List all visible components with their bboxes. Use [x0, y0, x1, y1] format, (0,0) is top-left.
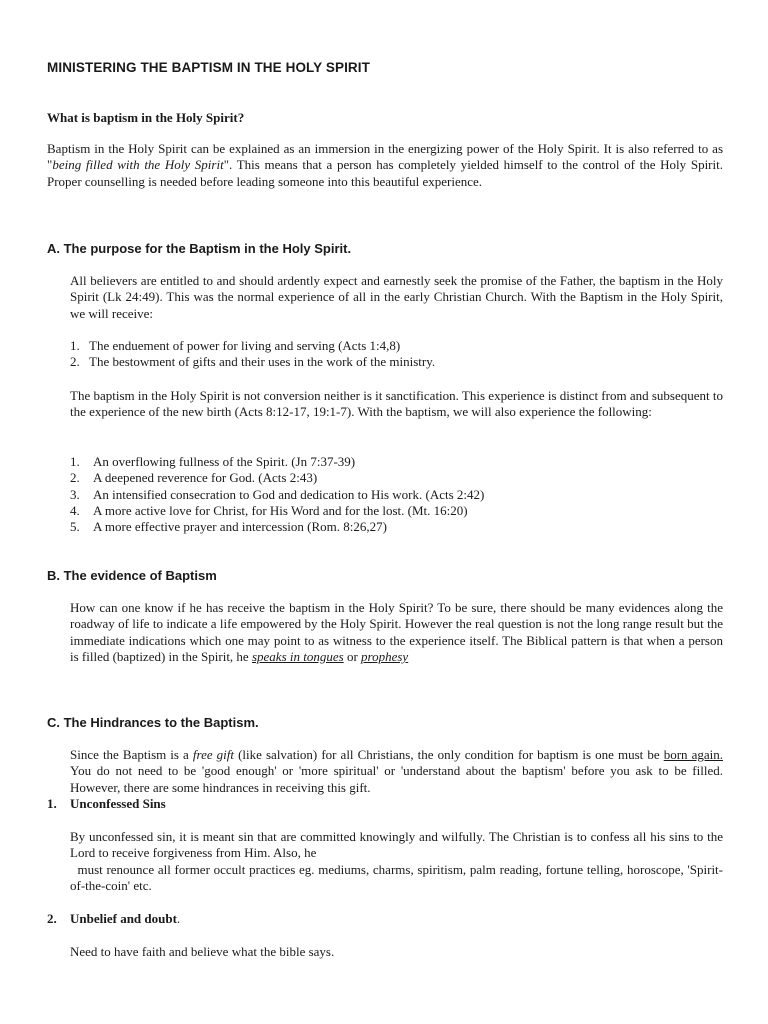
section-b-paragraph: [70, 600, 723, 665]
list-text: The bestowment of gifts and their uses in the work of the ministry.: [89, 354, 436, 370]
section-b-heading: B. The evidence of Baptism: [47, 568, 217, 583]
intro-paragraph: [47, 141, 723, 190]
subheading-unbelief: [47, 911, 180, 927]
section-a-heading: A. The purpose for the Baptism in the Holy Spirit.: [47, 241, 352, 256]
list-number: 1.: [70, 338, 80, 353]
subheading-label: Unbelief and doubt: [70, 911, 177, 926]
intro-italic-phrase: being filled with the Holy Spirit: [52, 157, 224, 173]
list-text: A deepened reverence for God. (Acts 2:43): [93, 470, 318, 486]
list-number: 5.: [70, 519, 80, 535]
unconfessed-sins-paragraph-1: By unconfessed sin, it is meant sin that are committed knowingly and wilfully. The Christian is to confess all his sins to the Lord to receive forgiveness from Him. Also, he: [70, 829, 723, 861]
section-c-text-1: Since the Baptism is a: [70, 747, 193, 762]
list-item: [70, 519, 484, 535]
subheading-unconfessed-sins: [47, 796, 166, 812]
list-item: [70, 454, 484, 470]
section-c-heading: C. The Hindrances to the Baptism.: [47, 715, 259, 730]
section-b-text: How can one know if he has receive the baptism in the Holy Spirit? To be sure, there should be many evidences along the roadway of life to indicate a life empowered by the Holy Spirit. However the real question is not the long range result but the immediate indications which one may point to as witness to the experience itself. The Biblical pattern is that when a person is filled (baptized) in the Spirit, he: [70, 600, 723, 664]
list-number: 2.: [70, 470, 80, 486]
list-number: 3.: [70, 486, 80, 502]
prophesy-text: prophesy: [361, 648, 409, 664]
intro-text-before: Baptism in the Holy Spirit can be explained as an immersion in the energizing power of the Holy Spirit. It is also referred to as ": [47, 141, 723, 173]
list-text: The enduement of power for living and serving (Acts 1:4,8): [89, 338, 401, 353]
list-text: A more active love for Christ, for His Word and for the lost. (Mt. 16:20): [93, 502, 468, 518]
speaks-in-tongues-text: speaks in tongues: [251, 648, 344, 664]
subheading-number: 1.: [47, 796, 57, 811]
subheading-label: Unconfessed Sins: [70, 796, 166, 811]
list-item: [70, 338, 435, 354]
section-a-list-1: [70, 338, 435, 371]
section-c-text-2: (like salvation) for all Christians, the only condition for baptism is one must be: [234, 747, 664, 762]
list-item: [70, 354, 435, 370]
unconfessed-sins-paragraph-2: must renounce all former occult practices eg. mediums, charms, spiritism, palm reading, fortune telling, horoscope, 'Spirit-of-the-coin' etc.: [70, 862, 724, 894]
list-number: 4.: [70, 502, 80, 518]
subheading-period: .: [176, 911, 181, 926]
section-c-paragraph: [70, 747, 723, 796]
list-item: [70, 487, 484, 503]
list-number: 1.: [70, 454, 80, 469]
list-number: 2.: [70, 354, 80, 370]
section-a-paragraph-1: All believers are entitled to and should ardently expect and earnestly seek the promise of the Father, the baptism in the Holy Spirit (Lk 24:49). This was the normal experience of all in the early Christian Church. With the Baptism in the Holy Spirit, we will receive:: [70, 273, 723, 321]
intro-text-after: ". This means that a person has completely yielded himself to the control of the Holy Spirit. Proper counselling is needed before leading someone into this beautiful experience.: [47, 157, 723, 189]
section-a-list-2: [70, 454, 484, 535]
list-item: [70, 503, 484, 519]
list-item: [70, 470, 484, 486]
subheading-number: 2.: [47, 911, 57, 926]
section-c-text-3: You do not need to be 'good enough' or 'more spiritual' or 'understand about the baptism' before you ask to be filled. However, there are some hindrances in receiving this gift.: [70, 763, 723, 795]
list-text: A more effective prayer and intercession (Rom. 8:26,27): [93, 519, 387, 535]
section-a-paragraph-2: The baptism in the Holy Spirit is not conversion neither is it sanctification. This experience is distinct from and subsequent to the experience of the new birth (Acts 8:12-17, 19:1-7). With the baptism, we will also experience the following:: [70, 388, 723, 420]
unbelief-paragraph: Need to have faith and believe what the bible says.: [70, 944, 335, 959]
question-heading: What is baptism in the Holy Spirit?: [47, 110, 245, 125]
list-text: An intensified consecration to God and dedication to His work. (Acts 2:42): [93, 486, 485, 502]
page-title: MINISTERING THE BAPTISM IN THE HOLY SPIRIT: [47, 60, 370, 75]
born-again-text: born again.: [663, 747, 723, 762]
free-gift-text: free gift: [192, 747, 235, 762]
list-text: An overflowing fullness of the Spirit. (Jn 7:37-39): [93, 454, 356, 469]
section-b-or: or: [343, 648, 362, 664]
